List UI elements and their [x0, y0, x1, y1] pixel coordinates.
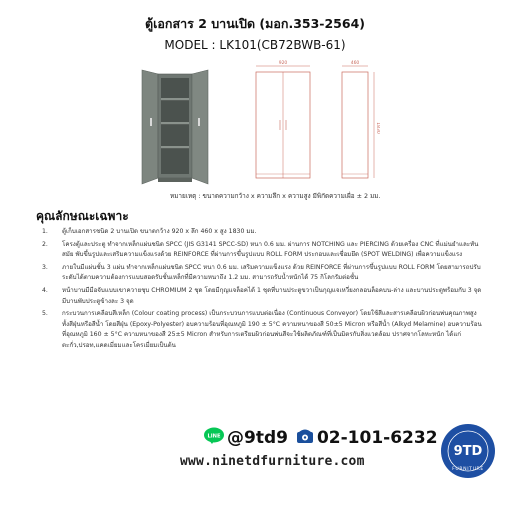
list-item	[42, 309, 482, 351]
list-item	[42, 227, 482, 238]
item-text: ภายในมีแผ่นชั้น 3 แผ่น ทำจากเหล็กแผ่นชนิด SPCC หนา 0.6 มม. เสริมความแข็งแรง ด้วย REINFORCE ที่ผ่านการขึ้นรูปแบบ ROLL FORM โดยสามารถปรับระดับได้ตามความต้องการแบบสอดรับชั้นเหล็กที่มีความหนาถึง 1.2 มม. สามารถรับน้ำหนักได้ 75 กิโลกรัมต่อชั้น	[62, 263, 481, 282]
page-title: ตู้เอกสาร 2 บานเปิด (มอก.353-2564)	[145, 16, 365, 31]
depth-dimension: 460	[350, 61, 360, 66]
list-item	[42, 240, 482, 261]
item-number: 2.	[42, 240, 48, 248]
phone-icon	[296, 427, 314, 449]
model-number: MODEL : LK101(CB72BWB-61)	[164, 38, 346, 52]
cabinet-photo	[120, 60, 220, 190]
dimension-drawing	[250, 58, 380, 188]
height-dimension: 1830	[375, 122, 380, 134]
item-text: หน้าบานมีมือจับแบบเขาควายชุบ CHROMIUM 2 ชุด โดยมีกุญแจล็อคได้ 1 ชุดที่บานประตูขวาเป็นกุญแจเหวี่ยงกลอนล็อคบน-ล่าง และบานประตูพร้อมกับ 3 จุด มีบานพับประตูข้างละ 3 จุด	[62, 286, 482, 305]
svg-text:9TD: 9TD	[453, 444, 483, 459]
company-logo	[440, 423, 496, 479]
item-text: โครงตู้และประตู ทำจากเหล็กแผ่นชนิด SPCC (JIS G3141 SPCC-SD) หนา 0.6 มม. ผ่านการ NOTCHING และ PIERCING ด้วยเครื่อง CNC ที่แม่นยำและทันสมัย พับขึ้นรูปและเสริมความแข็งแรงด้วย REINFORCE ที่ผ่านการขึ้นรูปแบบ ROLL FORM ประกอบและเชื่อมยึด (SPOT WELDING) เพื่อความแข็งแรง	[62, 240, 479, 259]
line-icon	[203, 427, 225, 449]
width-dimension: 920	[278, 61, 288, 66]
phone-number[interactable]: 02-101-6232	[316, 428, 438, 448]
item-number: 4.	[42, 286, 48, 294]
item-number: 5.	[42, 310, 48, 318]
list-item	[42, 263, 482, 284]
item-text: ตู้เก็บเอกสารชนิด 2 บานเปิด ขนาดกว้าง 920 x ลึก 460 x สูง 1830 มม.	[62, 228, 257, 235]
svg-text:FURNITURE: FURNITURE	[452, 467, 484, 472]
item-text: กระบวนการเคลือบสีเหล็ก (Colour coating process) เป็นกระบวนการแบบต่อเนื่อง (Continuous Conveyor) โดยใช้สีและสารเคลือบผิวก่อนพ่นคุณภาพสูงทั้งสีฝุ่นหรือสีน้ำ โดยสีฝุ่น (Epoxy-Polyester) อบความร้อนที่อุณหภูมิ 190 ± 5°C ความหนาของสี 50±5 Micron หรือสีน้ำ (Alkyd Melamine) อบความร้อนที่อุณหภูมิ 160 ± 5°C ความหนาของสี 25±5 Micron สำหรับการเตรียมผิวก่อนพ่นสีจะใช้ผลิตภัณฑ์ที่เป็นมิตรกับสิ่งแวดล้อม ปราศจากโลหะหนัก ได้แก่ ตะกั่ว,ปรอท,แคดเมี่ยมและโครเมี่ยมเป็นต้น	[62, 310, 482, 349]
contact-bar	[203, 425, 438, 451]
line-id[interactable]: @9td9	[227, 428, 288, 448]
svg-text:LINE: LINE	[207, 433, 221, 440]
item-number: 1.	[42, 228, 48, 235]
features-heading: คุณลักษณะเฉพาะ	[36, 209, 129, 223]
list-item	[42, 286, 482, 307]
tolerance-note: หมายเหตุ : ขนาดความกว้าง x ความลึก x ความสูง มีพิกัดความเผื่อ ± 2 มม.	[170, 192, 381, 200]
features-list	[42, 227, 482, 354]
website-link[interactable]: www.ninetdfurniture.com	[180, 454, 365, 469]
item-number: 3.	[42, 263, 48, 271]
